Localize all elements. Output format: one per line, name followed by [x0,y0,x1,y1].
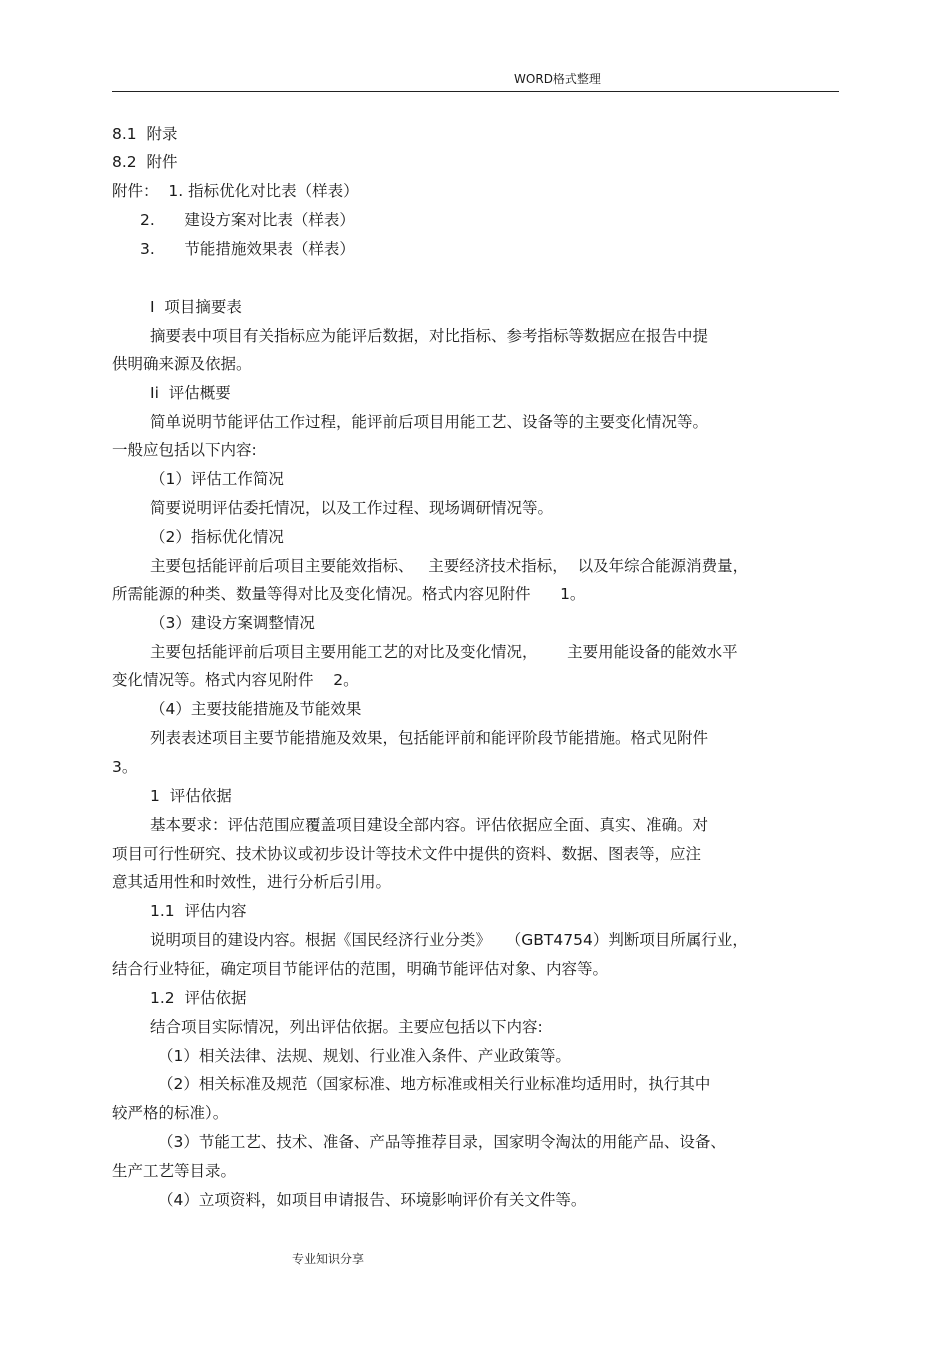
paragraph-line: 基本要求：评估范围应覆盖项目建设全部内容。评估依据应全面、真实、准确。对 [150,816,709,834]
paragraph-line: 列表表述项目主要节能措施及效果，包括能评前和能评阶段节能措施。格式见附件 [150,729,709,747]
subsection-heading: （2）指标优化情况 [150,528,284,546]
subsection-heading: （4）主要技能措施及节能效果 [150,700,362,718]
list-item-continuation: 生产工艺等目录。 [112,1162,237,1180]
header-rule [112,91,839,92]
subsection-heading: （3）建设方案调整情况 [150,614,315,632]
paragraph-line: 简要说明评估委托情况，以及工作过程、现场调研情况等。 [150,499,554,517]
page-header-title: WORD格式整理 [514,72,601,86]
paragraph-line: 主要包括能评前后项目主要能效指标、 主要经济技术指标， 以及年综合能源消费量， [150,557,749,575]
attachment-item-3: 3. 节能措施效果表（样表） [140,240,355,258]
paragraph-line: 供明确来源及依据。 [112,355,252,373]
list-item-continuation: 较严格的标准）。 [112,1104,229,1122]
heading-appendix: 8.1 附录 [112,125,178,143]
paragraph-line: 摘要表中项目有关指标应为能评后数据，对比指标、参考指标等数据应在报告中提 [150,327,709,345]
page-footer: 专业知识分享 [292,1252,365,1266]
section-heading: Ii 评估概要 [150,384,231,402]
list-item: （3）节能工艺、技术、准备、产品等推荐目录，国家明令淘汰的用能产品、设备、 [158,1133,726,1151]
list-item: （1）相关法律、法规、规划、行业准入条件、产业政策等。 [158,1047,571,1065]
paragraph-line: 所需能源的种类、数量等得对比及变化情况。格式内容见附件 1。 [112,585,586,603]
paragraph-line: 变化情况等。格式内容见附件 2。 [112,671,359,689]
paragraph-line: 说明项目的建设内容。根据《国民经济行业分类》 （GBT4754）判断项目所属行业， [150,931,748,949]
subsection-heading: （1）评估工作简况 [150,470,284,488]
paragraph-line: 项目可行性研究、技术协议或初步设计等技术文件中提供的资料、数据、图表等，应注 [112,845,702,863]
section-heading: I 项目摘要表 [150,298,242,316]
paragraph-line: 简单说明节能评估工作过程，能评前后项目用能工艺、设备等的主要变化情况等。 [150,413,709,431]
heading-attachment: 8.2 附件 [112,153,178,171]
attachment-item-2: 2. 建设方案对比表（样表） [140,211,355,229]
paragraph-line: 结合项目实际情况，列出评估依据。主要应包括以下内容: [150,1018,543,1036]
paragraph-line: 主要包括能评前后项目主要用能工艺的对比及变化情况， 主要用能设备的能效水平 [150,643,738,661]
list-item: （4）立项资料，如项目申请报告、环境影响评价有关文件等。 [158,1191,587,1209]
section-heading: 1 评估依据 [150,787,232,805]
paragraph-line: 3。 [112,758,138,776]
subsection-heading: 1.2 评估依据 [150,989,247,1007]
paragraph-line: 结合行业特征，确定项目节能评估的范围，明确节能评估对象、内容等。 [112,960,609,978]
list-item: （2）相关标准及规范（国家标准、地方标准或相关行业标准均适用时，执行其中 [158,1075,711,1093]
paragraph-line: 意其适用性和时效性，进行分析后引用。 [112,873,392,891]
attachment-item-1: 附件： 1. 指标优化对比表（样表） [112,182,359,200]
subsection-heading: 1.1 评估内容 [150,902,247,920]
paragraph-line: 一般应包括以下内容: [112,441,257,459]
